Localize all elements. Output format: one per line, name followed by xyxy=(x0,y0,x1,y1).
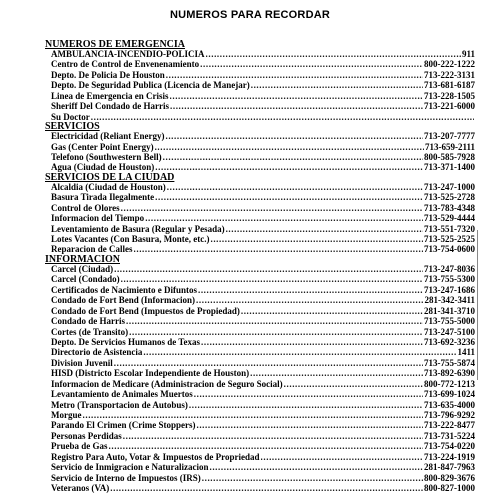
dot-leader xyxy=(123,431,423,441)
entry-phone: 281-847-7963 xyxy=(424,462,475,473)
entry-label: Leventamiento de Basura (Regular y Pesada) xyxy=(51,223,225,234)
entry-phone: 713-371-1400 xyxy=(424,162,475,173)
directory-entry xyxy=(45,483,475,493)
directory-entry xyxy=(45,101,475,111)
entry-label: Prueba de Gas xyxy=(51,441,108,452)
entry-label: Personas Perdidas xyxy=(51,430,122,441)
phone-directory xyxy=(45,40,475,494)
entry-phone: 713-529-4444 xyxy=(424,213,475,224)
dot-leader xyxy=(109,441,423,451)
entry-phone: 713-892-6390 xyxy=(424,368,475,379)
entry-phone: 800-585-7928 xyxy=(424,151,475,162)
dot-leader xyxy=(110,483,423,493)
dot-leader xyxy=(134,244,424,254)
entry-label: Depto. De Seguridad Publica (Licencia de Manejar) xyxy=(51,80,250,91)
entry-phone: 911 xyxy=(461,49,475,59)
directory-entry xyxy=(45,473,475,483)
dot-leader xyxy=(241,306,423,316)
entry-label: Morgue xyxy=(51,410,82,420)
directory-entry xyxy=(45,59,475,69)
entry-phone: 713-699-1024 xyxy=(424,389,475,400)
dot-leader xyxy=(194,389,423,399)
entry-label: Alcaldia (Ciudad de Houston) xyxy=(51,181,166,192)
dot-leader xyxy=(261,452,423,462)
entry-label: Reparacion de Calles xyxy=(51,244,133,255)
dot-leader xyxy=(155,142,424,152)
entry-phone: 713-247-1686 xyxy=(424,284,475,295)
entry-label: HISD (Districto Escolar Independiente de Houston) xyxy=(51,368,250,379)
entry-phone: 713-754-0600 xyxy=(424,244,475,255)
directory-entry xyxy=(45,295,475,305)
entry-phone: 713-221-6000 xyxy=(424,101,475,112)
entry-phone: 713-731-5224 xyxy=(424,430,475,441)
dot-leader xyxy=(145,213,423,223)
directory-entry xyxy=(45,285,475,295)
entry-label: Sheriff Del Condado de Harris xyxy=(51,101,169,112)
entry-label: Servicio de Inmigracion e Naturalizacion xyxy=(51,462,209,473)
entry-label: Centro de Control de Envenenamiento xyxy=(51,59,200,70)
entry-label: Registro Para Auto, Votar & Impuestos de Propriedad xyxy=(51,451,260,462)
dot-leader xyxy=(155,192,423,202)
entry-label: Servicio de Interno de Impuestos (IRS) xyxy=(51,472,201,483)
dot-leader xyxy=(91,112,474,122)
directory-entry xyxy=(45,91,475,101)
dot-leader xyxy=(121,203,423,213)
entry-phone: 713-635-4000 xyxy=(424,399,475,410)
dot-leader xyxy=(209,462,423,472)
dot-leader xyxy=(284,379,423,389)
entry-phone: 713-247-5100 xyxy=(424,326,475,337)
directory-entry xyxy=(45,152,475,162)
entry-label: Informacion del Tiempo xyxy=(51,213,145,224)
dot-leader xyxy=(114,264,423,274)
entry-phone: 713-525-2728 xyxy=(424,192,475,203)
directory-entry xyxy=(45,182,475,192)
directory-entry xyxy=(45,192,475,202)
entry-phone: 713-692-3236 xyxy=(424,336,475,347)
dot-leader xyxy=(206,49,461,59)
entry-phone: 713-222-8477 xyxy=(424,420,475,431)
directory-entry xyxy=(45,327,475,337)
dot-leader xyxy=(83,410,424,420)
directory-entry xyxy=(45,441,475,451)
directory-entry xyxy=(45,337,475,347)
dot-leader xyxy=(251,80,423,90)
directory-entry xyxy=(45,131,475,141)
dot-leader xyxy=(170,101,423,111)
entry-label: Telefono (Southwestern Bell) xyxy=(51,151,162,162)
dot-leader xyxy=(166,70,423,80)
dot-leader xyxy=(167,182,423,192)
directory-entry xyxy=(45,358,475,368)
entry-label: Parando El Crimen (Crime Stoppers) xyxy=(51,420,196,431)
section-heading: SERVICIOS xyxy=(45,121,100,133)
dot-leader xyxy=(155,162,423,172)
dot-leader xyxy=(200,59,423,69)
entry-label: Carcel (Ciudad) xyxy=(51,263,114,274)
entry-label: AMBULANCIA-INCENDIO-POLICIA xyxy=(51,49,205,59)
dot-leader xyxy=(196,420,423,430)
dot-leader xyxy=(121,274,423,284)
directory-entry xyxy=(45,274,475,284)
entry-label: Levantamiento de Animales Muertos xyxy=(51,389,193,400)
directory-entry xyxy=(45,410,475,420)
dot-leader xyxy=(250,368,423,378)
dot-leader xyxy=(202,473,423,483)
entry-phone: 713-222-3131 xyxy=(424,69,475,80)
directory-entry xyxy=(45,306,475,316)
entry-label: Agua (Ciudad de Houston) xyxy=(51,162,155,173)
directory-entry xyxy=(45,431,475,441)
dot-leader xyxy=(226,224,423,234)
entry-label: Informacion de Medicare (Administracion de Seguro Social) xyxy=(51,378,283,389)
entry-phone: 281-342-3411 xyxy=(424,295,475,306)
entry-label: Carcel (Condado) xyxy=(51,274,120,285)
dot-leader xyxy=(201,337,423,347)
dot-leader xyxy=(163,152,423,162)
directory-entry xyxy=(45,224,475,234)
directory-entry xyxy=(45,80,475,90)
directory-entry xyxy=(45,420,475,430)
section-heading: SERVICIOS DE LA CIUDAD xyxy=(45,171,175,183)
directory-entry xyxy=(45,264,475,274)
entry-label: Lotes Vacantes (Con Basura, Monte, etc.) xyxy=(51,234,210,244)
entry-label: Cortes (de Transito) xyxy=(51,326,129,337)
directory-entry xyxy=(45,142,475,152)
entry-label: Veteranos (VA) xyxy=(51,483,110,494)
dot-leader xyxy=(189,400,423,410)
entry-label: Su Doctor xyxy=(51,111,90,122)
directory-entry xyxy=(45,234,475,244)
entry-phone: 800-772-1213 xyxy=(424,378,475,389)
entry-phone: 713-207-7777 xyxy=(424,131,475,142)
entry-phone: 713-796-9292 xyxy=(424,410,475,420)
entry-label: Condado de Fort Bend (Informacion) xyxy=(51,295,196,306)
entry-label: Directorio de Asistencia xyxy=(51,347,143,358)
dot-leader xyxy=(170,91,424,101)
dot-leader xyxy=(129,327,423,337)
dot-leader xyxy=(198,285,423,295)
directory-entry xyxy=(45,49,475,59)
directory-entry xyxy=(45,347,475,357)
dot-leader xyxy=(196,295,423,305)
directory-entry xyxy=(45,112,475,122)
entry-phone: 713-224-1919 xyxy=(424,451,475,462)
section-heading: INFORMACION xyxy=(45,253,120,265)
entry-phone: 713-755-5000 xyxy=(424,316,475,327)
directory-entry xyxy=(45,203,475,213)
section-heading: NUMEROS DE EMERGENCIA xyxy=(45,39,186,50)
entry-label: Division Juvenil xyxy=(51,357,113,368)
directory-entry xyxy=(45,368,475,378)
entry-label: Metro (Transportacion de Autobus) xyxy=(51,399,188,410)
directory-entry xyxy=(45,379,475,389)
entry-phone: 713-754-0220 xyxy=(424,441,475,452)
directory-entry xyxy=(45,389,475,399)
dot-leader xyxy=(126,316,423,326)
directory-entry xyxy=(45,400,475,410)
entry-label: Certificados de Nacimiento e Difuntos xyxy=(51,284,197,295)
entry-label: Depto. De Policia De Houston xyxy=(51,69,165,80)
entry-phone: 713-247-8036 xyxy=(424,263,475,274)
entry-phone: 713-783-4348 xyxy=(424,202,475,213)
entry-label: Condado de Fort Bend (Impuestos de Propiedad) xyxy=(51,305,240,316)
entry-label: Gas (Center Point Energy) xyxy=(51,141,154,152)
entry-phone: 800-829-3676 xyxy=(424,472,475,483)
entry-label: Basura Tirada Ilegalmente xyxy=(51,192,155,203)
entry-phone: 713-228-1505 xyxy=(424,90,475,101)
entry-label: Control de Olores xyxy=(51,202,120,213)
entry-phone: 713-247-1000 xyxy=(424,181,475,192)
entry-label: Depto. De Servicios Humanos de Texas xyxy=(51,336,201,347)
entry-phone: 713-755-5874 xyxy=(424,357,475,368)
entry-phone: 281-341-3710 xyxy=(424,305,475,316)
entry-phone: 800-827-1000 xyxy=(424,483,475,494)
entry-label: Condado de Harris xyxy=(51,316,126,327)
directory-entry xyxy=(45,462,475,472)
dot-leader xyxy=(114,358,423,368)
dot-leader xyxy=(165,131,423,141)
entry-phone: 713-659-2111 xyxy=(424,141,475,152)
entry-phone: 800-222-1222 xyxy=(424,59,475,70)
directory-entry xyxy=(45,213,475,223)
entry-label: Electricidad (Reliant Energy) xyxy=(51,131,165,142)
dot-leader xyxy=(210,234,423,244)
entry-phone: 1411 xyxy=(457,347,475,358)
dot-leader xyxy=(143,347,456,357)
page-title: NUMEROS PARA RECORDAR xyxy=(169,9,331,21)
entry-phone: 713-525-2525 xyxy=(424,234,475,244)
directory-entry xyxy=(45,316,475,326)
entry-phone: 713-551-7320 xyxy=(424,223,475,234)
directory-entry xyxy=(45,452,475,462)
page-edge-line xyxy=(477,230,478,380)
entry-phone: 713-681-6187 xyxy=(424,80,475,91)
directory-entry xyxy=(45,70,475,80)
entry-phone: 713-755-5300 xyxy=(424,274,475,285)
entry-label: Linea de Emergencia en Crisis xyxy=(51,90,169,101)
